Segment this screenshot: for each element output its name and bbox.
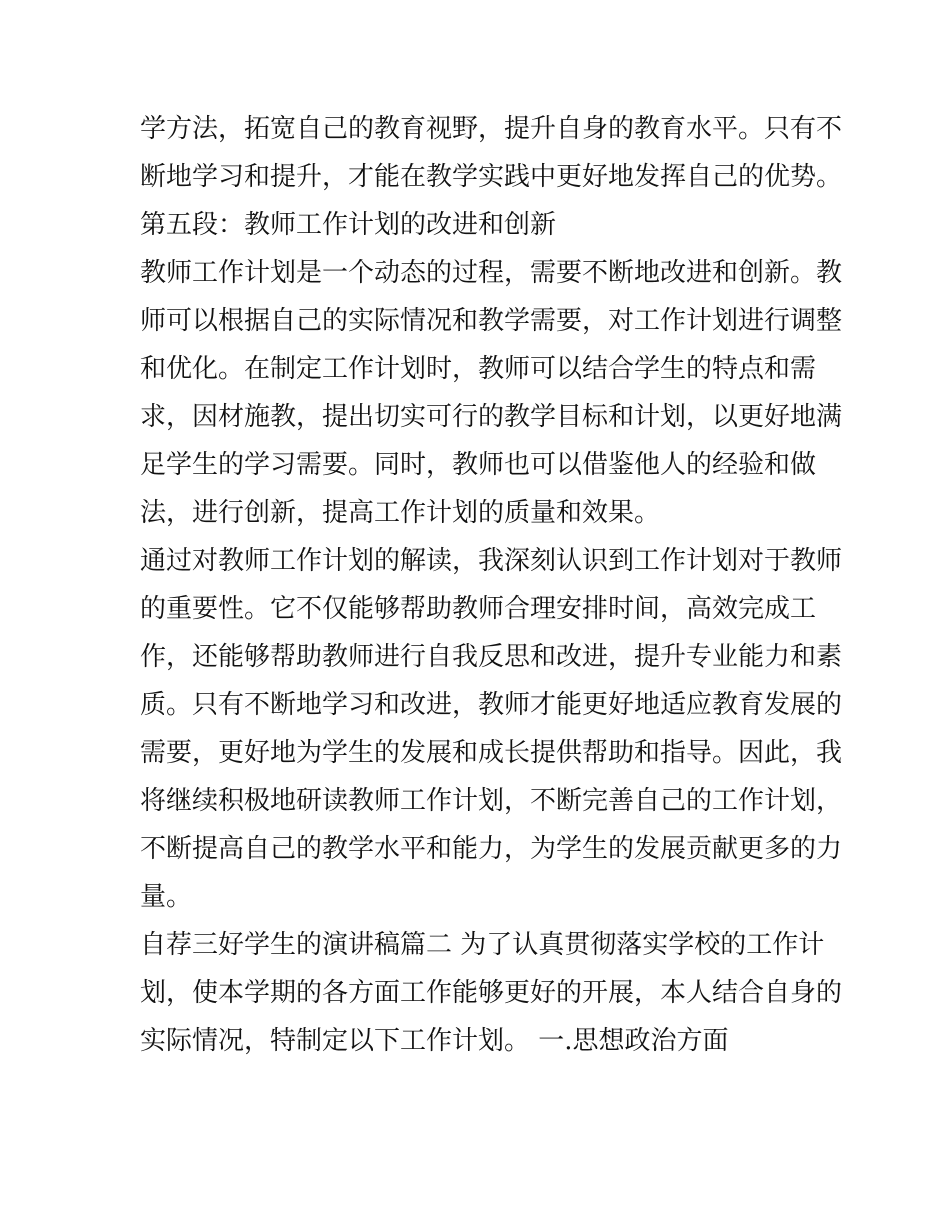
section-heading: 第五段：教师工作计划的改进和创新 <box>140 210 557 240</box>
text-line: 作，还能够帮助教师进行自我反思和改进，提升专业能力和素 <box>140 642 843 672</box>
text-line: 足学生的学习需要。同时，教师也可以借鉴他人的经验和做 <box>140 450 817 480</box>
text-line: 和优化。在制定工作计划时，教师可以结合学生的特点和需 <box>140 354 817 384</box>
text-line: 学方法，拓宽自己的教育视野，提升自身的教育水平。只有不 <box>140 114 843 144</box>
text-line: 划，使本学期的各方面工作能够更好的开展，本人结合自身的 <box>140 978 843 1008</box>
text-line: 求，因材施教，提出切实可行的教学目标和计划，以更好地满 <box>140 402 843 432</box>
text-line: 将继续积极地研读教师工作计划，不断完善自己的工作计划， <box>140 786 843 816</box>
text-line: 教师工作计划是一个动态的过程，需要不断地改进和创新。教 <box>140 258 843 288</box>
text-line: 质。只有不断地学习和改进，教师才能更好地适应教育发展的 <box>140 690 843 720</box>
text-line: 自荐三好学生的演讲稿篇二 为了认真贯彻落实学校的工作计 <box>140 930 825 960</box>
text-line: 的重要性。它不仅能够帮助教师合理安排时间，高效完成工 <box>140 594 817 624</box>
text-line: 通过对教师工作计划的解读，我深刻认识到工作计划对于教师 <box>140 546 843 576</box>
text-line: 断地学习和提升，才能在教学实践中更好地发挥自己的优势。 <box>140 162 843 192</box>
text-line: 需要，更好地为学生的发展和成长提供帮助和指导。因此，我 <box>140 738 843 768</box>
text-line: 师可以根据自己的实际情况和教学需要，对工作计划进行调整 <box>140 306 843 336</box>
text-line: 量。 <box>140 882 193 912</box>
text-line: 不断提高自己的教学水平和能力，为学生的发展贡献更多的力 <box>140 834 843 864</box>
text-line: 实际情况，特制定以下工作计划。 一.思想政治方面 <box>140 1026 729 1056</box>
document-body <box>140 105 843 1065</box>
text-line: 法，进行创新，提高工作计划的质量和效果。 <box>140 498 661 528</box>
